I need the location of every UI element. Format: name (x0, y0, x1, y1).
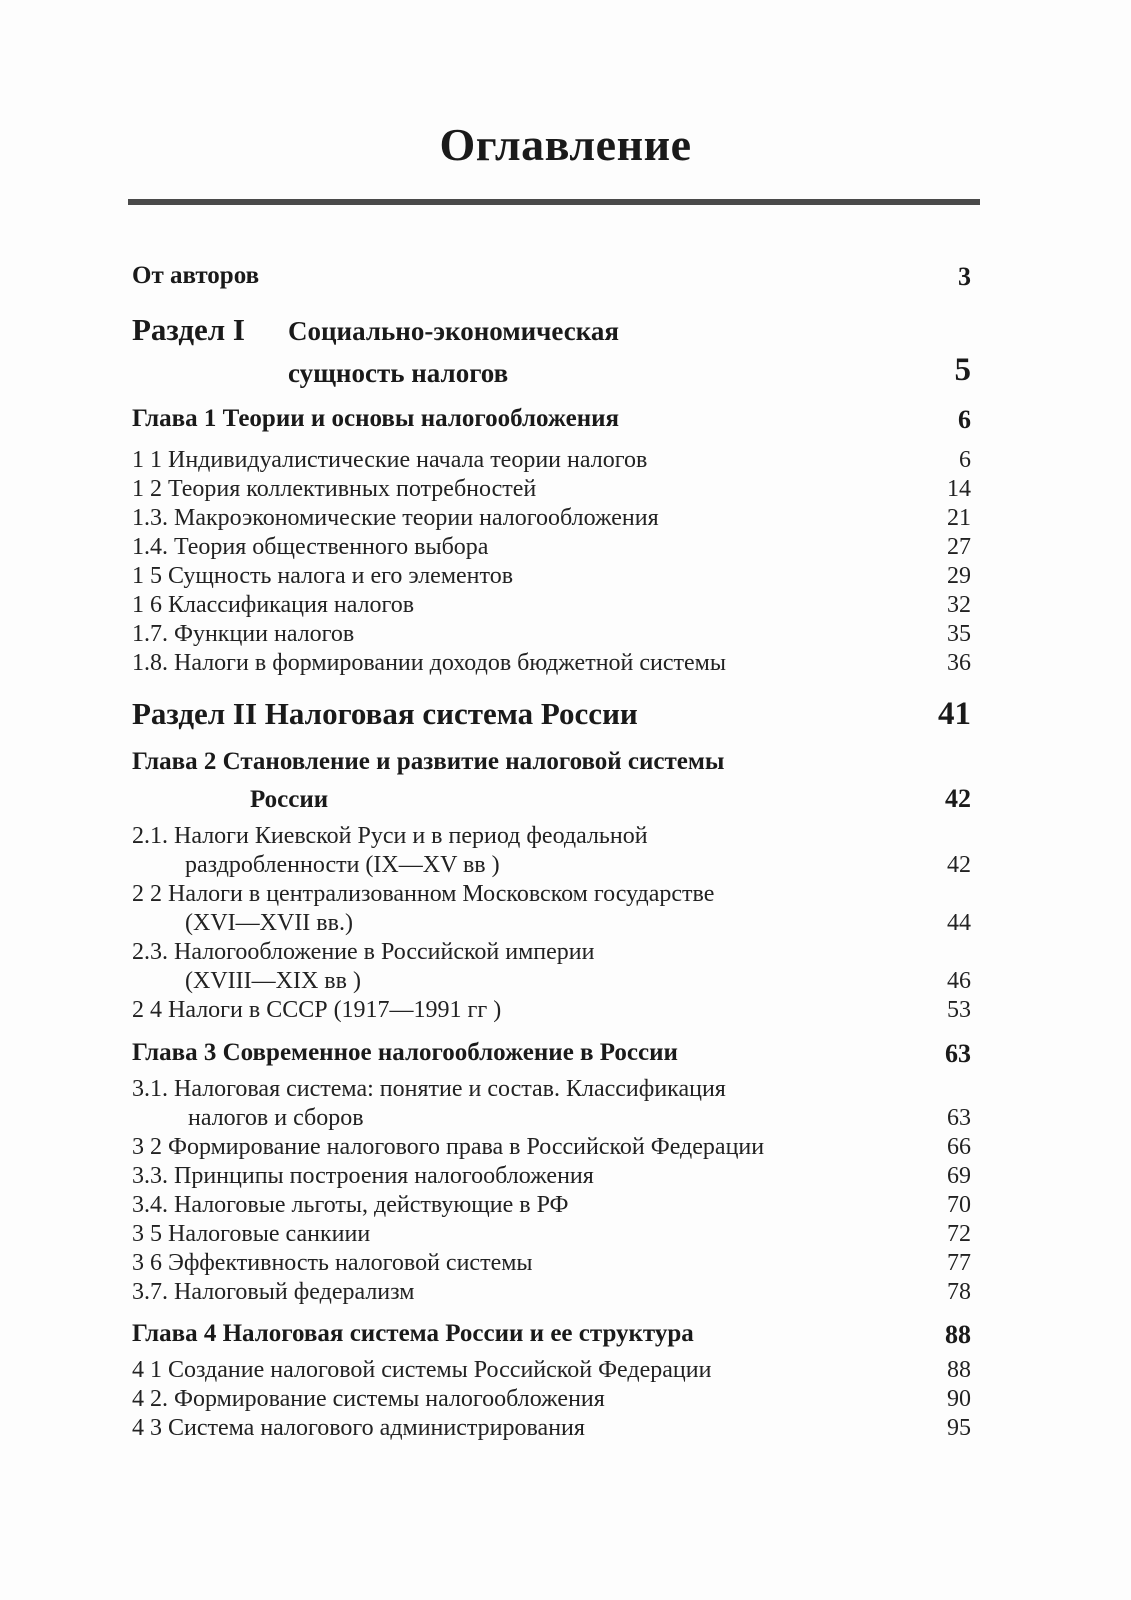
toc-entry-label-line1: 2.3. Налогообложение в Российской империи (132, 939, 595, 965)
toc-page-number: 77 (947, 1250, 971, 1276)
toc-page-number: 6 (959, 447, 971, 473)
toc-page-number: 46 (947, 968, 971, 994)
toc-page-number: 63 (945, 1039, 971, 1068)
toc-page-number: 88 (945, 1320, 971, 1349)
toc-entry-label: 1.7. Функции налогов (132, 621, 355, 647)
toc-entry-label: 2 4 Налоги в СССР (1917—1991 гг ) (132, 997, 502, 1023)
toc-entry-label-line2: раздробленности (IX—XV вв ) (185, 852, 500, 878)
toc-entry-label: 3 5 Налоговые санкиии (132, 1221, 371, 1247)
toc-entry-label: От авторов (132, 262, 260, 289)
toc-page-number: 36 (947, 650, 971, 676)
toc-entry-label: 1 2 Теория коллективных потребностей (132, 476, 537, 502)
page-title: Оглавление (439, 119, 692, 170)
toc-entry-label-line2: (XVIII—XIX вв ) (185, 968, 361, 994)
toc-page-number: 29 (947, 563, 971, 589)
toc-entry-label: 1 1 Индивидуалистические начала теории налогов (132, 447, 648, 473)
toc-entry-label: 1 5 Сущность налога и его элементов (132, 563, 514, 589)
toc-entry-label: 1.3. Макроэкономические теории налогообложения (132, 505, 659, 531)
toc-page-number: 35 (947, 621, 971, 647)
toc-page-number: 78 (947, 1279, 971, 1305)
toc-entry-label-line1: Глава 2 Становление и развитие налоговой системы (132, 748, 725, 775)
toc-entry-label-line2: России (250, 786, 329, 813)
toc-page-number: 95 (947, 1415, 971, 1441)
toc-entry-label: 3.7. Налоговый федерализм (132, 1279, 415, 1305)
toc-entry-label: 3.3. Принципы построения налогообложения (132, 1163, 594, 1189)
toc-entry-label: 4 3 Система налогового администрирования (132, 1415, 585, 1441)
toc-page-number: 70 (947, 1192, 971, 1218)
toc-entry-label: 1.8. Налоги в формировании доходов бюджетной системы (132, 650, 726, 676)
toc-entry-label-line2: налогов и сборов (188, 1105, 364, 1131)
toc-page-number: 6 (958, 405, 971, 434)
toc-page-number: 72 (947, 1221, 971, 1247)
toc-entry-label-line1: 3.1. Налоговая система: понятие и состав. Классификация (132, 1076, 726, 1102)
toc-entry-label: Глава 4 Налоговая система России и ее структура (132, 1320, 694, 1347)
toc-page-number: 27 (947, 534, 971, 560)
toc-entry-label: Глава 3 Современное налогообложение в России (132, 1039, 678, 1066)
toc-page-number: 44 (947, 910, 971, 936)
toc-page-number: 14 (947, 476, 971, 502)
toc-entry-label: 4 2. Формирование системы налогообложения (132, 1386, 605, 1412)
toc-entry-label: 4 1 Создание налоговой системы Российской Федерации (132, 1357, 712, 1383)
toc-entry-label-line2: (XVI—XVII вв.) (185, 910, 353, 936)
toc-page-number: 63 (947, 1105, 971, 1131)
toc-entry-label-line1: 2 2 Налоги в централизованном Московском государстве (132, 881, 715, 907)
toc-page-number: 32 (947, 592, 971, 618)
toc-entry-label: 3 2 Формирование налогового права в Российской Федерации (132, 1134, 765, 1160)
toc-page-number: 42 (945, 784, 971, 813)
toc-page-number: 53 (947, 997, 971, 1023)
toc-page-number: 66 (947, 1134, 971, 1160)
toc-entry-label: 1 6 Классификация налогов (132, 592, 415, 618)
toc-page-number: 69 (947, 1163, 971, 1189)
toc-page-number: 21 (947, 505, 971, 531)
toc-entry-label-line1: 2.1. Налоги Киевской Руси и в период феодальной (132, 823, 648, 849)
toc-page-number: 90 (947, 1386, 971, 1412)
toc-page-number: 41 (938, 696, 971, 732)
toc-page-number: 88 (947, 1357, 971, 1383)
toc-entry-label: Глава 1 Теории и основы налогообложения (132, 405, 620, 432)
toc-entry-label: 1.4. Теория общественного выбора (132, 534, 489, 560)
toc-section-title-line1: Социально-экономическая (288, 316, 619, 346)
toc-entry-label: Раздел II Налоговая система России (132, 696, 638, 731)
toc-entry-label: 3.4. Налоговые льготы, действующие в РФ (132, 1192, 569, 1218)
toc-section-title-line2: сущность налогов (288, 358, 509, 388)
toc-entry-label: 3 6 Эффективность налоговой системы (132, 1250, 533, 1276)
toc-page-number: 3 (958, 262, 971, 291)
toc-page-number: 42 (947, 852, 971, 878)
toc-section-prefix: Раздел I (132, 312, 245, 347)
toc-page-number: 5 (954, 352, 971, 388)
